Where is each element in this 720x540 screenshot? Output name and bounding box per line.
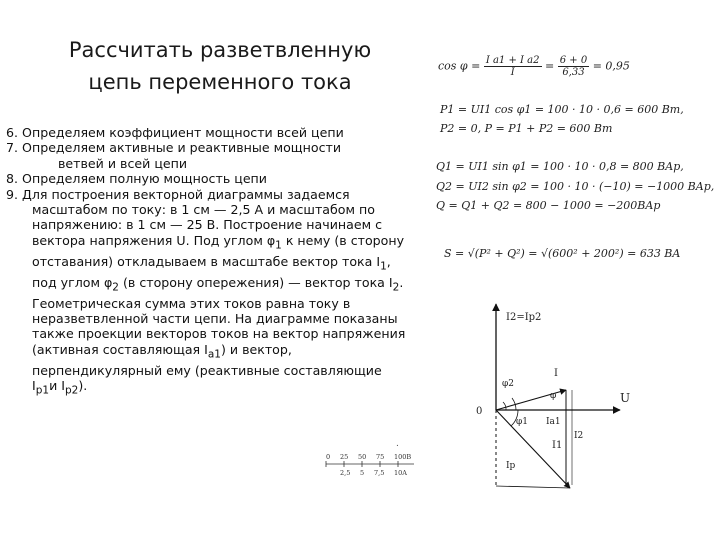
vector-diagram — [470, 290, 650, 500]
step-text: ). — [78, 378, 88, 394]
step-number: 7. — [6, 140, 19, 156]
step-number: 9. — [6, 186, 19, 202]
cos-lhs: cos φ = — [438, 59, 481, 73]
step-number: 6. — [6, 125, 19, 140]
title-line-1: Рассчитать разветвленную — [68, 38, 372, 62]
label-origin: 0 — [476, 406, 483, 417]
subscript: 2 — [112, 281, 119, 294]
subscript: а1 — [207, 348, 221, 361]
label-phi2: φ2 — [502, 379, 515, 389]
cos-numerator: I a1 + I a2 — [485, 55, 540, 66]
cos-phi-formula — [438, 55, 630, 78]
step-text: к нему (в сторону отставания) откладываем в масштабе вектор тока I — [32, 232, 405, 269]
cos-denominator-2: 6,33 — [562, 67, 585, 78]
scale-label-a10: 10A — [394, 469, 407, 477]
step-text-continued: ветвей и всей цепи — [58, 155, 188, 171]
label-u: U — [620, 391, 631, 405]
q1-formula: Q1 = UI1 sin φ1 = 100 · 10 · 0,8 = 800 BAp, — [436, 160, 684, 173]
cos-fraction-2 — [558, 55, 589, 78]
scale-label-v100: 100B — [394, 453, 412, 461]
q-formula: Q = Q1 + Q2 = 800 − 1000 = −200BAp — [436, 199, 661, 212]
s-formula: S = √(P² + Q²) = √(600² + 200²) = 633 BA — [444, 247, 681, 260]
subscript: р2 — [64, 384, 79, 397]
label-phi: φ — [550, 391, 557, 401]
label-phi1: φ1 — [516, 417, 529, 427]
step-text: Для построения векторной диаграммы задаемся масштабом по току: в 1 см — 2,5 А и масштабом по напряжению: в 1 см — 25 В. Построение начинаем с вектора напряжения U. Под углом φ — [22, 186, 383, 248]
label-ia1: Ia1 — [546, 417, 561, 427]
label-i2: I2=Ip2 — [506, 312, 542, 323]
label-ip: Ip — [506, 461, 516, 471]
subscript: 1 — [380, 260, 387, 273]
label-i2-right: I2 — [574, 431, 584, 441]
step-text: Определяем активные и реактивные мощности — [22, 140, 342, 156]
q2-formula: Q2 = UI2 sin φ2 = 100 · 10 · (−10) = −1000 BAp, — [436, 180, 715, 193]
step-text: Определяем коэффициент мощности всей цепи — [22, 125, 344, 140]
scale-dot: . — [396, 440, 399, 449]
scale-label-v75: 75 — [376, 453, 385, 461]
scale-label-v25: 25 — [340, 453, 349, 461]
step-text: ) и вектор, перпендикулярный ему (реактивные составляющие I — [32, 341, 382, 394]
title-line-2: цепь переменного тока — [88, 70, 352, 94]
label-i1: I1 — [552, 440, 563, 451]
step-text: , под углом φ — [32, 253, 391, 290]
cos-result: = 0,95 — [592, 59, 630, 73]
scale-bar — [318, 440, 428, 480]
p1-formula: P1 = UI1 cos φ1 = 100 · 10 · 0,6 = 600 Bm, — [440, 103, 684, 116]
scale-label-v0: 0 — [326, 453, 331, 461]
phi-arc — [512, 398, 516, 410]
phi2-arc — [503, 402, 506, 410]
subscript: р1 — [35, 384, 50, 397]
scale-label-a75: 7,5 — [374, 469, 385, 477]
cos-fraction-1 — [484, 55, 542, 78]
step-text: . Геометрическая сумма этих токов равна току в неразветвленной части цепи. На диаграмме показаны также проекции векторов токов на вектор напряжения (активная составляющая I — [32, 274, 406, 357]
scale-label-a5: 5 — [360, 469, 365, 477]
label-i: I — [554, 368, 558, 379]
p2-formula: P2 = 0, P = P1 + P2 = 600 Bm — [440, 122, 613, 135]
cos-denominator: I — [510, 67, 515, 78]
step-number: 8. — [6, 171, 19, 187]
subscript: 2 — [392, 281, 400, 294]
step-text: Определяем полную мощность цепи — [22, 171, 267, 187]
cos-numerator-2: 6 + 0 — [559, 55, 588, 66]
subscript: 1 — [275, 239, 282, 252]
ip-base-line — [496, 486, 570, 488]
cos-eq: = — [545, 59, 555, 73]
step-text: и I — [49, 378, 65, 394]
scale-label-a25: 2,5 — [340, 469, 351, 477]
step-text: (в сторону опережения) — вектор тока I — [118, 274, 393, 290]
scale-label-v50: 50 — [358, 453, 367, 461]
